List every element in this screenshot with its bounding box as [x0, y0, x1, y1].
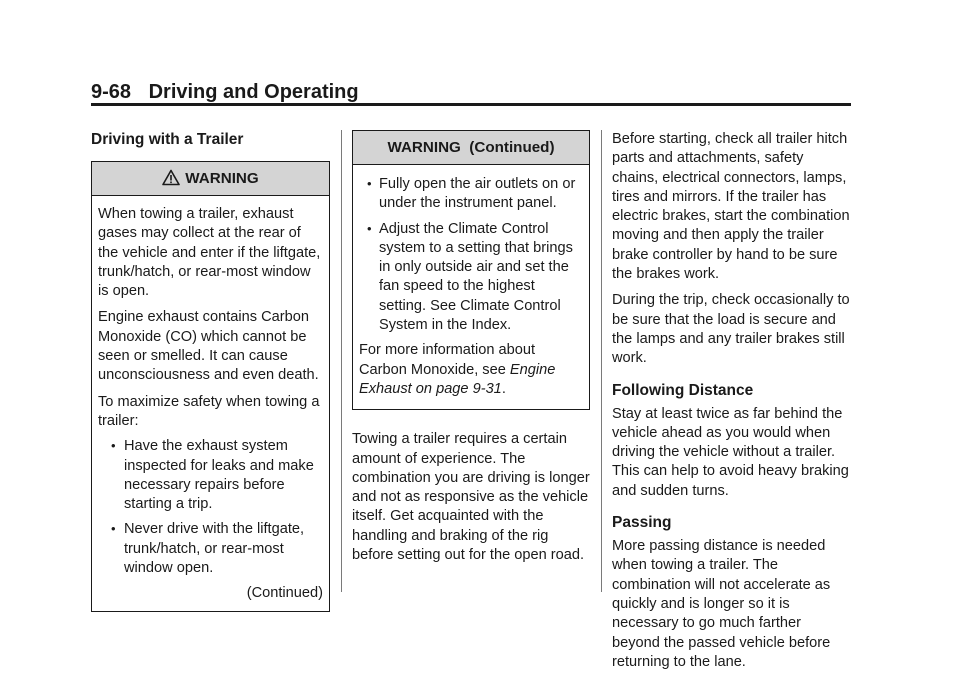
warning-box: [91, 161, 330, 612]
list-item: • Fully open the air outlets on or under the instrument panel.: [359, 175, 583, 214]
warning-header: [353, 131, 589, 165]
warning-paragraph: When towing a trailer, exhaust gases may collect at the rear of the vehicle and enter if the liftgate, trunk/hatch, or rear-most window is open.: [98, 206, 321, 300]
list-item: • Never drive with the liftgate, trunk/hatch, or rear-most window open.: [98, 520, 323, 578]
warning-title: WARNING (Continued): [387, 138, 555, 156]
bullet-list: [359, 175, 583, 335]
warning-paragraph: To maximize safety when towing a trailer:: [98, 393, 320, 429]
column-1: [91, 130, 330, 612]
page-header: [91, 80, 851, 104]
header-rule: [91, 103, 851, 106]
body-paragraph: Towing a trailer requires a certain amount of experience. The combination you are driving is longer and not as responsive as the vehicle itself. Get acquainted with the handling and braking of the rig before setting out for the open road.: [352, 431, 590, 564]
warning-triangle-icon: [162, 169, 180, 186]
column-2: [352, 130, 590, 572]
bullet-list: [98, 437, 323, 578]
page-number: 9-68: [91, 81, 132, 103]
cross-reference: Engine Exhaust on page 9-31: [359, 361, 556, 397]
column-divider: [341, 130, 342, 592]
subsection-heading: Following Distance: [612, 381, 754, 399]
continued-label: (Continued): [246, 585, 323, 602]
warning-header: [92, 162, 329, 196]
warning-box-continued: [352, 130, 590, 410]
body-paragraph: Stay at least twice as far behind the vehicle ahead as you would when driving the vehicle without a trailer. This can help to avoid heavy braking and sudden turns.: [612, 405, 849, 499]
section-title: Driving and Operating: [148, 81, 359, 103]
warning-paragraph: Engine exhaust contains Carbon Monoxide (CO) which cannot be seen or smelled. It can cause unconsciousness and even death.: [98, 309, 319, 384]
column-3: [612, 130, 852, 679]
warning-title: WARNING: [185, 169, 259, 187]
list-item: • Have the exhaust system inspected for leaks and make necessary repairs before starting a trip.: [98, 437, 323, 514]
body-paragraph: During the trip, check occasionally to be sure that the load is secure and the lamps and any trailer brakes still work.: [612, 292, 850, 367]
section-heading: Driving with a Trailer: [91, 131, 244, 148]
body-paragraph: Before starting, check all trailer hitch parts and attachments, safety chains, electrical connectors, lamps, tires and mirrors. If the trailer has electric brakes, start the combination moving and then apply the trailer brake controller by hand to be sure the brakes work.: [612, 131, 850, 283]
column-divider: [601, 130, 602, 592]
subsection-heading: Passing: [612, 514, 672, 532]
body-paragraph: More passing distance is needed when towing a trailer. The combination will not accelerate as quickly and is longer so it is necessary to go much farther beyond the passed vehicle before returning to the lane.: [612, 538, 831, 670]
list-item: • Adjust the Climate Control system to a setting that brings in only outside air and set the fan speed to the highest setting. See Climate Control System in the Index.: [359, 220, 583, 336]
more-info-paragraph: For more information about Carbon Monoxide, see Engine Exhaust on page 9-31.: [359, 342, 556, 397]
